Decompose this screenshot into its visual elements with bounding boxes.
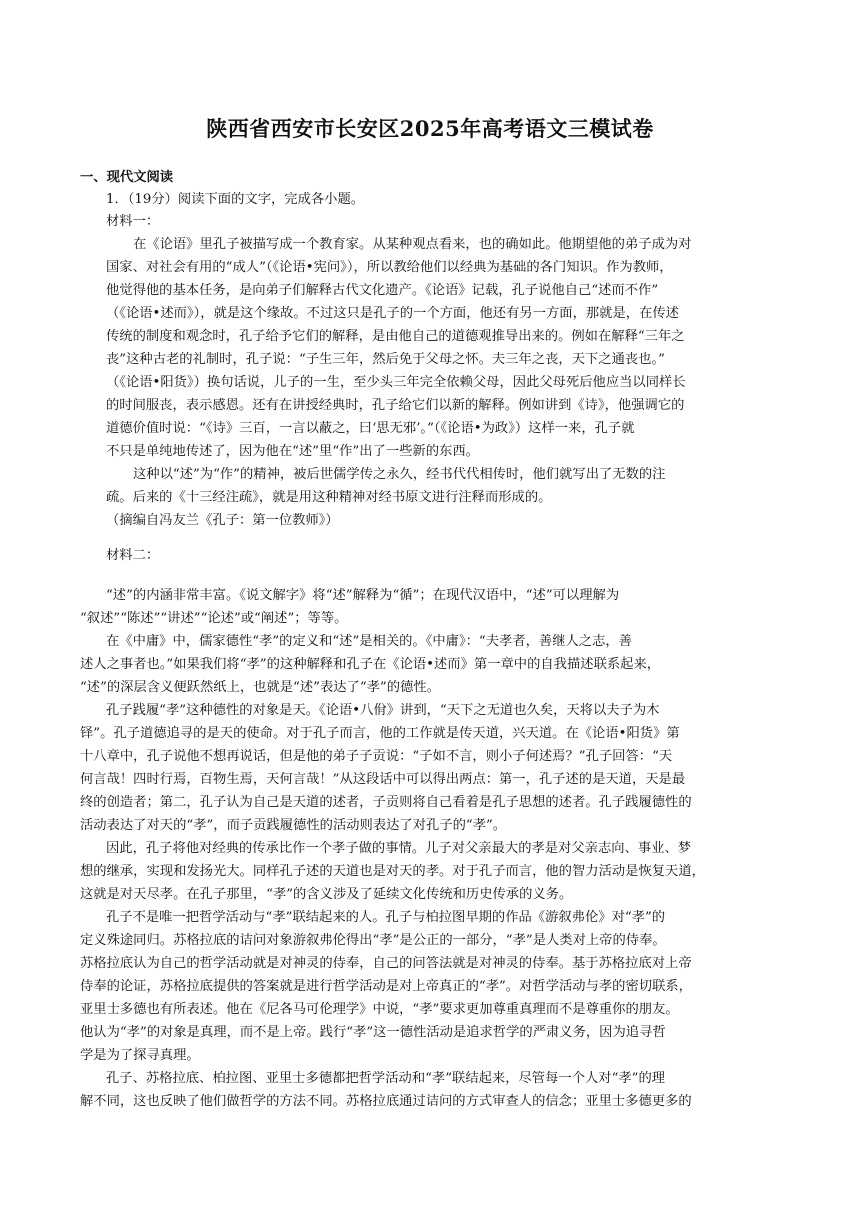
material1-line: （《论语•阳货》）换句话说，儿子的一生，至少头三年完全依赖父母，因此父母死后他应当以同样长 <box>106 375 686 390</box>
material2-label: 材料二： <box>106 548 160 563</box>
material1-line: 这种以“述”为“作”的精神，被后世儒学传之永久，经书代代相传时，他们就写出了无数的注 <box>133 467 666 482</box>
material1-line: 传统的制度和观念时，孔子给予它们的解释，是由他自己的道德观推导出来的。例如在解释“三年之 <box>106 329 685 344</box>
material1-line: 的时间服丧，表示感恩。还有在讲授经典时，孔子给它们以新的解释。例如讲到《诗》，他强调它的 <box>106 398 685 413</box>
material2-line: 铎”。孔子道德追寻的是天的使命。对于孔子而言，他的工作就是传天道，兴天道。在《论语•阳货》第 <box>80 726 680 741</box>
material1-line: 不只是单纯地传述了，因为他在“述”里“作”出了一些新的东西。 <box>106 444 479 459</box>
material1-line: 丧”这种古老的礼制时，孔子说：“子生三年，然后免于父母之怀。夫三年之丧，天下之通丧也。” <box>106 352 665 367</box>
question-intro: 1．（19分）阅读下面的文字，完成各小题。 <box>106 192 365 207</box>
material1-line: 在《论语》里孔子被描写成一个教育家。从某种观点看来，也的确如此。他期望他的弟子成为对 <box>133 237 692 252</box>
material2-line: 学是为了探寻真理。 <box>80 1048 200 1063</box>
material2-line: 这就是对天尽孝。在孔子那里，“孝”的含义涉及了延续文化传统和历史传承的义务。 <box>80 887 573 902</box>
material2-line: “述”的深层含义便跃然纸上，也就是“述”表达了“孝”的德性。 <box>80 680 440 695</box>
section-heading: 一、现代文阅读 <box>80 170 174 185</box>
material2-line: 因此，孔子将他对经典的传承比作一个孝子做的事情。儿子对父亲最大的孝是对父亲志向、事业、梦 <box>106 841 692 856</box>
material2-line: “述”的内涵非常丰富。《说文解字》将“述”解释为“循”；在现代汉语中，“述”可以理解为 <box>106 588 620 603</box>
material2-line: 终的创造者；第二，孔子认为自己是天道的述者，子贡则将自己看着是孔子思想的述者。孔子践履德性的 <box>80 795 692 810</box>
material2-line: 孔子、苏格拉底、柏拉图、亚里士多德都把哲学活动和“孝”联结起来，尽管每一个人对“孝”的理 <box>106 1071 666 1086</box>
material2-line: 孔子践履“孝”这种德性的对象是天。《论语•八佾》讲到，“天下之无道也久矣，天将以夫子为木 <box>106 703 660 718</box>
material1-line: 国家、对社会有用的“成人”（《论语•宪问》），所以教给他们以经典为基础的各门知识。作为教师， <box>106 260 673 275</box>
material2-line: 在《中庸》中，儒家德性“孝”的定义和“述”是相关的。《中庸》：“夫孝者，善继人之志，善 <box>106 634 632 649</box>
material2-line: 解不同，这也反映了他们做哲学的方法不同。苏格拉底通过诘问的方式审查人的信念；亚里士多德更多的 <box>80 1094 692 1109</box>
material2-line: 何言哉！四时行焉，百物生焉，天何言哉！”从这段话中可以得出两点：第一，孔子述的是天道，天是最 <box>80 772 686 787</box>
material2-line: “叙述”“陈述”“讲述”“论述”或“阐述”；等等。 <box>80 611 348 626</box>
material2-line: 亚里士多德也有所表述。他在《尼各马可伦理学》中说，“孝”要求更加尊重真理而不是尊重你的朋友。 <box>80 1002 679 1017</box>
material1-line: （《论语•述而》），就是这个缘故。不过这只是孔子的一个方面，他还有另一方面，那就是，在传述 <box>106 306 679 321</box>
material2-line: 十八章中，孔子说他不想再说话，但是他的弟子子贡说：“子如不言，则小子何述焉？”孔子回答：“天 <box>80 749 673 764</box>
material1-source: （摘编自冯友兰《孔子：第一位教师》） <box>106 513 339 528</box>
material1-line: 道德价值时说：“《诗》三百，一言以蔽之，曰‘思无邪’。”（《论语•为政》）这样一来，孔子就 <box>106 421 635 436</box>
material2-line: 他认为“孝”的对象是真理，而不是上帝。践行“孝”这一德性活动是追求哲学的严肃义务，因为追寻哲 <box>80 1025 666 1040</box>
material2-line: 苏格拉底认为自己的哲学活动就是对神灵的侍奉，自己的问答法就是对神灵的侍奉。基于苏格拉底对上帝 <box>80 956 692 971</box>
material1-line: 疏。后来的《十三经注疏》，就是用这种精神对经书原文进行注释而形成的。 <box>106 490 552 505</box>
material2-line: 侍奉的论证，苏格拉底提供的答案就是进行哲学活动是对上帝真正的“孝”。对哲学活动与孝的密切联系， <box>80 979 692 994</box>
material2-line: 活动表达了对天的“孝”，而子贡践履德性的活动则表达了对孔子的“孝”。 <box>80 818 507 833</box>
material2-line: 定义殊途同归。苏格拉底的诘问对象游叙弗伦得出“孝”是公正的一部分，“孝”是人类对上帝的侍奉。 <box>80 933 666 948</box>
material2-line: 孔子不是唯一把哲学活动与“孝”联结起来的人。孔子与柏拉图早期的作品《游叙弗伦》对“孝”的 <box>106 910 666 925</box>
material1-label: 材料一： <box>106 214 160 229</box>
material1-line: 他觉得他的基本任务，是向弟子们解释古代文化遗产。《论语》记载，孔子说他自己“述而不作” <box>106 283 659 298</box>
material2-line: 述人之事者也。”如果我们将“孝”的这种解释和孔子在《论语•述而》第一章中的自我描述联系起来， <box>80 657 661 672</box>
material2-line: 想的继承，实现和发扬光大。同样孔子述的天道也是对天的孝。对于孔子而言，他的智力活动是恢复天道， <box>80 864 705 879</box>
exam-title: 陕西省西安市长安区2025年高考语文三模试卷 <box>206 116 654 141</box>
